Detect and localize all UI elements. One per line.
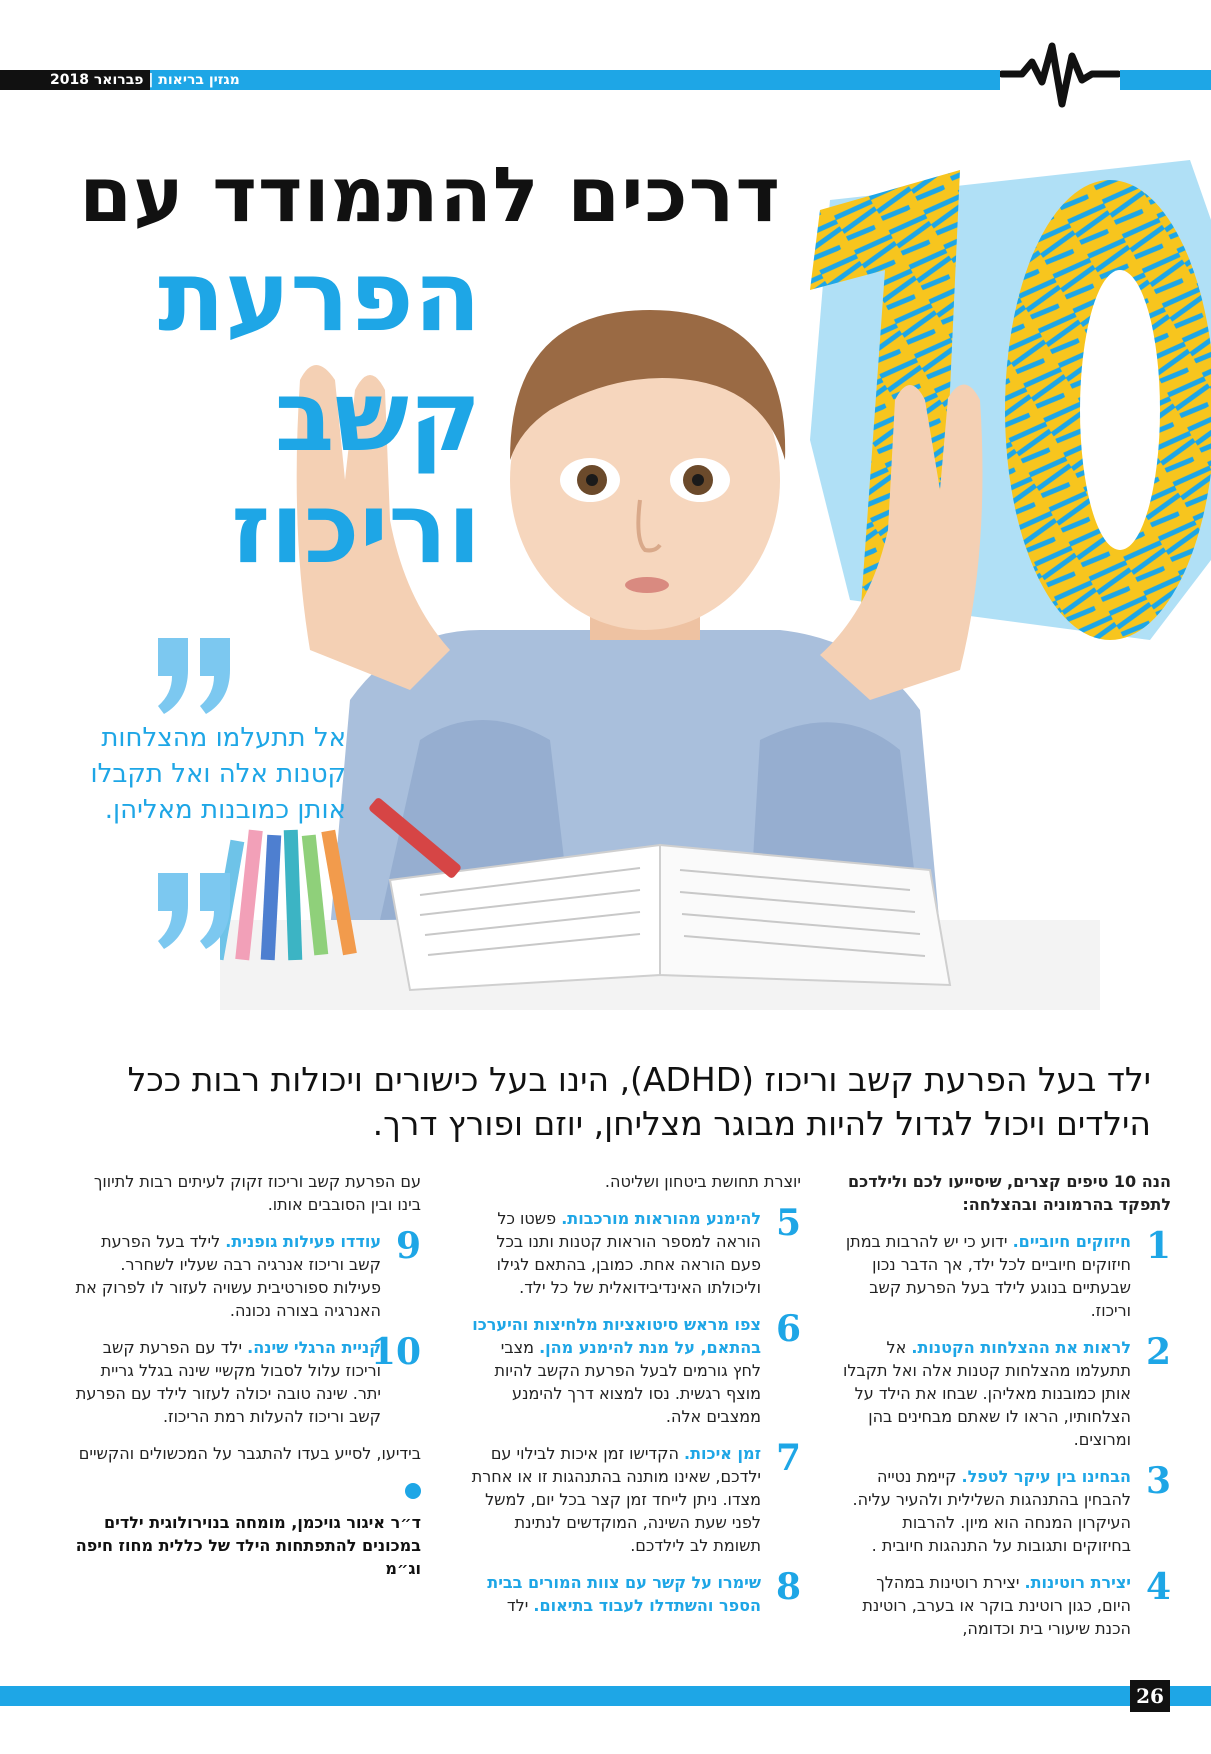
tip-text: מצבי לחץ גורמים לבעל הפרעת הקשב להיות מוצף רגשית. נסו למצוא דרך להימנע ממצבים אלה. [494,1338,761,1426]
tip-text: הקדישו זמן איכות לבילוי עם ילדכם, שאינו מותנה בהתנהגות זו או אחרת מצדו. ניתן לייחד זמן קצר בכל יום, למשל לפני שעת השינה, המוקדשים לנתינת תשומת לב לילדכם. [471,1444,761,1555]
end-dot [405,1483,421,1499]
tip-text: אל תתעלמו מהצלחות קטנות אלה ואל תקבלו אותן כמובנות מאליהן. שבחו את הילד על הצלחותיו, הראו לו שאתם מבחינים בהן ומרוצים. [843,1338,1131,1449]
column-continuation: עם הפרעת קשב וריכוז זקוק לעיתים רבות לתיווך בינו ובין הסובבים אותו. [93,1172,421,1214]
column-left [71,1170,421,1580]
tip-number: 1 [1145,1225,1171,1267]
tip-text: יצירת רוטינות במהלך היום, כגון רוטינת בוקר או בערב, רוטינת הכנת שיעורי בית וכדומה, [862,1573,1131,1638]
tip-title: זמן איכות. [684,1444,761,1463]
tip-item [841,1566,1171,1640]
tip-title: שימרו על קשר עם צוות המורים בבית הספר והשתדלו לעבוד בתיאום. [487,1573,761,1615]
tip-number: 3 [1145,1460,1171,1502]
tip-number: 7 [775,1437,801,1479]
quote-mark-icon [150,865,240,955]
tip-title: יצירת רוטינות. [1024,1573,1131,1592]
tip-item [841,1331,1171,1451]
tip-item [71,1331,421,1428]
tip-text: קיימת נטייה להבחין בהתנהגות השלילית ולהעיר עליה. העיקרון המנחה הוא מיון. להרבות בחיזוקים ותגובות על התנהגות חיובית . [852,1467,1131,1555]
column-continuation: יוצרת תחושת ביטחון ושליטה. [604,1172,801,1191]
tip-number: 2 [1145,1331,1171,1373]
footer-bar-accent-right [1170,1686,1211,1706]
header-bar-accent-right [1120,70,1211,90]
title-line-1: דרכים להתמודד עם [79,150,781,239]
tip-item [471,1202,801,1299]
tip-number: 5 [775,1202,801,1244]
heartbeat-pulse-icon [1000,34,1120,114]
tip-item [471,1437,801,1557]
closing-text: בידיעו, לסייע בעדו להתגבר על המכשולים והקשיים [78,1444,421,1463]
tip-item [471,1308,801,1428]
tip-number: 10 [370,1331,421,1373]
tips-lead: הנה 10 טיפים קצרים, שיסייעו לכם ולילדכם לתפקד בהרמוניה ובהצלחה: [847,1172,1171,1214]
tip-title: להימנע מהוראות מורכבות. [561,1209,761,1228]
tip-number: 8 [775,1566,801,1608]
intro-paragraph: ילד בעל הפרעת קשב וריכוז (ADHD), הינו בעל כישורים ויכולות רבות ככל הילדים ויכול לגדול להיות מבוגר מצליחן, יוזם ופורץ דרך. [127,1060,1151,1143]
page-number: 26 [1130,1680,1170,1712]
tip-title: לראות את ההצלחות הקטנות. [911,1338,1131,1357]
title-line-3: קשב [274,360,481,474]
tip-title: הבחינו בין עיקר לטפל. [961,1467,1131,1486]
header-bar-accent [150,70,1000,90]
tip-number: 4 [1145,1566,1171,1608]
tip-number: 9 [395,1225,421,1267]
tip-text: ילד [506,1596,529,1615]
tip-text: ידוע כי יש להרבות במתן חיזוקים חיוביים לכל ילד, אך הדבר נכון שבעתיים בנוגע לילד בעל הפרעת קשב וריכוז. [845,1232,1131,1320]
column-middle [471,1170,801,1631]
tip-title: צפו מראש סיטואציות מלחיצות והיערכו בהתאם, על מנת להימנע מהן. [472,1315,761,1357]
tip-item [471,1566,801,1617]
magazine-issue-label: מגזין בריאות | פברואר 2018 [50,72,240,88]
tip-item [841,1225,1171,1322]
quote-mark-icon [150,630,240,720]
pull-quote: אל תתעלמו מהצלחות קטנות אלה ואל תקבלו אותן כמובנות מאליהן. [90,723,346,825]
title-line-2: הפרעת [158,240,481,354]
tip-item [841,1460,1171,1557]
column-right [841,1170,1171,1654]
tip-title: קניית הרגלי שינה. [247,1338,381,1357]
tip-title: חיזוקים חיוביים. [1012,1232,1131,1251]
footer-bar-accent [0,1686,1130,1706]
author-credit: ד״ר איגור גויכמן, מומחה בנוירולוגית ילדים במכונים להתפתחות הילד של כללית מחוז חיפה וג״מ [75,1513,421,1578]
title-line-4: וריכוז [231,472,481,586]
tip-text: פשטו כל הוראה למספר הוראות קטנות ותנו בכל פעם הוראה אחת. כמובן, בהתאם לגילו וליכולתו האינדיבידואלית של כל ילד. [496,1209,761,1297]
tip-title: עודדו פעילות גופנית. [225,1232,381,1251]
tip-text: ילד עם הפרעת קשב וריכוז עלול לסבול מקשיי שינה בגלל גריית יתר. שינה טובה יכולה לעזור לילד עם הפרעת קשב וריכוז להעלות רמת הריכוז. [75,1338,381,1426]
tip-text: לילד בעל הפרעת קשב וריכוז אנרגיה רבה שעליו לשחרר. פעילות ספורטיבית עשויה לעזור לו לפרוק את האנרגיה בצורה נכונה. [75,1232,381,1320]
tip-item [71,1225,421,1322]
tip-number: 6 [775,1308,801,1350]
